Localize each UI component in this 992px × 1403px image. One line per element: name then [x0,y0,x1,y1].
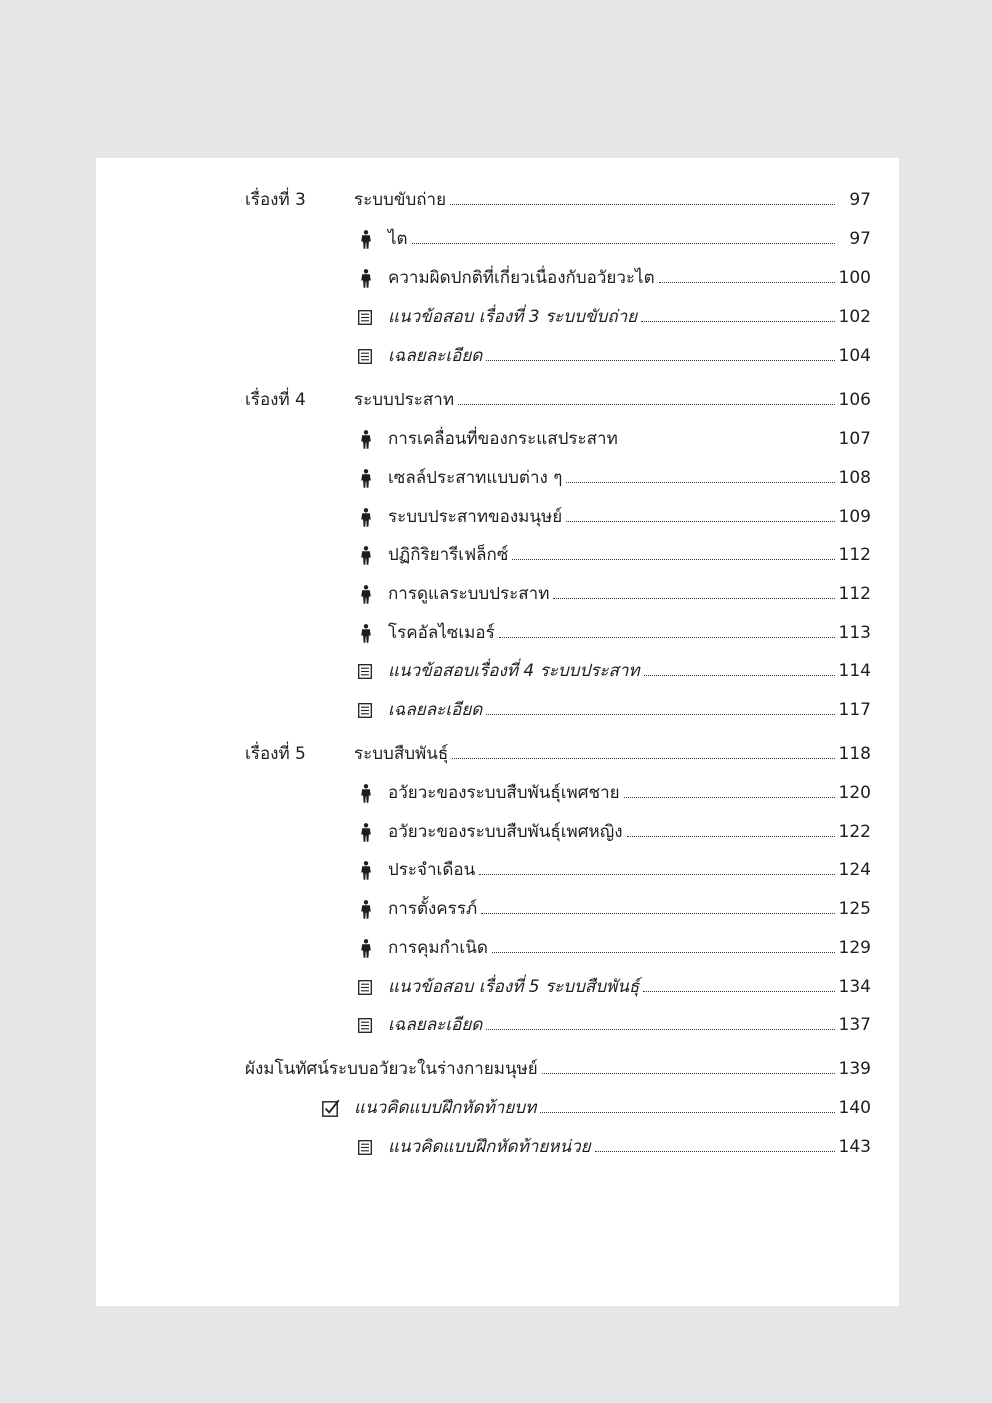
document-icon [358,703,372,718]
dot-leader [644,658,835,676]
chapter-row [96,186,899,214]
dot-leader [659,265,835,283]
person-icon [360,269,372,288]
toc-entry[interactable] [388,973,871,1001]
entry-title: ผังมโนทัศน์ระบบอวัยวะในร่างกายมนุษย์ [245,1059,538,1079]
dot-leader [481,896,835,914]
toc-entry[interactable] [388,657,871,685]
page-number: 114 [838,661,871,681]
toc-entry[interactable] [388,464,871,492]
toc-entry[interactable] [245,1055,871,1083]
entry-title: แนวข้อสอบเรื่องที่ 4 ระบบประสาท [388,661,640,681]
toc-entry[interactable] [388,264,871,292]
person-icon [360,784,372,803]
page-number: 113 [838,623,871,643]
page-number: 97 [849,229,871,249]
page-number: 120 [838,783,871,803]
page-number: 107 [838,429,871,449]
entry-title: การดูแลระบบประสาท [388,584,550,604]
toc-entry[interactable] [354,386,871,414]
person-icon [360,430,372,449]
document-icon [358,310,372,325]
toc-entry[interactable] [388,619,871,647]
entry-title: แนวคิดแบบฝึกหัดท้ายหน่วย [388,1137,591,1157]
dot-leader [566,465,835,483]
dot-leader [479,857,835,875]
page-number: 102 [838,307,871,327]
entry-title: ความผิดปกติที่เกี่ยวเนื่องกับอวัยวะไต [388,268,655,288]
page-number: 118 [838,744,871,764]
subitem-row [96,225,899,253]
entry-title: ระบบขับถ่าย [354,190,447,210]
subitem-row [96,264,899,292]
page-number: 129 [838,938,871,958]
person-icon [360,939,372,958]
dot-leader [452,741,835,759]
dot-leader [542,1056,835,1074]
dot-leader [622,427,835,444]
dot-leader [624,780,835,798]
page-number: 112 [838,545,871,565]
page-number: 134 [838,977,871,997]
document-icon [358,1140,372,1155]
subitem-row [96,342,899,370]
page-number: 100 [838,268,871,288]
subitem-row [96,973,899,1001]
document-icon [358,664,372,679]
subitem-row [96,696,899,724]
toc-entry[interactable] [388,696,871,724]
entry-title: อวัยวะของระบบสืบพันธุ์เพศหญิง [388,822,623,842]
subitem-row [96,818,899,846]
toc-entry[interactable] [388,934,871,962]
entry-title: โรคอัลไซเมอร์ [388,623,495,643]
chapter-row [96,740,899,768]
person-icon [360,508,372,527]
dot-leader [499,620,835,638]
subitem-row [96,1133,899,1161]
toc-entry[interactable] [388,580,871,608]
entry-title: การคุมกำเนิด [388,938,488,958]
dot-leader [486,1012,835,1030]
dot-leader [641,304,835,322]
subitem-row [96,464,899,492]
toc-entry[interactable] [388,779,871,807]
page-number: 139 [838,1059,871,1079]
dot-leader [450,187,835,205]
person-icon [360,469,372,488]
page-number: 140 [838,1098,871,1118]
entry-title: ปฏิกิริยารีเฟล็กซ์ [388,545,509,565]
book-page [96,158,899,1306]
page-number: 117 [838,700,871,720]
person-icon [360,585,372,604]
entry-title: อวัยวะของระบบสืบพันธุ์เพศชาย [388,783,620,803]
entry-title: แนวข้อสอบ เรื่องที่ 3 ระบบขับถ่าย [388,307,638,327]
toc-entry[interactable] [388,1133,871,1161]
dot-leader [486,343,835,361]
subitem-row [96,619,899,647]
chapter-label: เรื่องที่ 3 [245,190,306,210]
chapter-label: เรื่องที่ 5 [245,744,306,764]
table-of-contents [96,158,899,1306]
person-icon [360,900,372,919]
subitem-row [96,580,899,608]
dot-leader [492,935,835,953]
subitem-row [96,779,899,807]
page-number: 112 [838,584,871,604]
subitem-row [96,425,899,453]
dot-leader [553,581,835,599]
entry-title: ระบบประสาทของมนุษย์ [388,507,563,527]
checkbox-icon [322,1099,340,1117]
page-number: 106 [838,390,871,410]
page-number: 143 [838,1137,871,1157]
dot-leader [486,697,835,715]
toc-entry[interactable] [388,1011,871,1039]
subitem-row [96,895,899,923]
dot-leader [595,1134,835,1152]
page-number: 97 [849,190,871,210]
dot-leader [643,974,835,992]
page-number: 122 [838,822,871,842]
entry-title: แนวคิดแบบฝึกหัดท้ายบท [354,1098,537,1118]
summary-row [96,1055,899,1083]
subitem-row [96,541,899,569]
toc-entry[interactable] [388,425,871,453]
entry-title: เฉลยละเอียด [388,700,483,720]
dot-leader [627,819,835,837]
toc-entry[interactable] [388,225,871,253]
chapter-label: เรื่องที่ 4 [245,390,306,410]
dot-leader [412,226,835,244]
subitem-row [96,1011,899,1039]
dot-leader [566,504,835,522]
toc-entry[interactable] [388,303,871,331]
entry-title: ระบบสืบพันธุ์ [354,744,449,764]
entry-title: การตั้งครรภ์ [388,899,478,919]
dot-leader [512,542,835,560]
entry-title: เฉลยละเอียด [388,1015,483,1035]
page-number: 109 [838,507,871,527]
entry-title: แนวข้อสอบ เรื่องที่ 5 ระบบสืบพันธุ์ [388,977,640,997]
person-icon [360,546,372,565]
page-number: 104 [838,346,871,366]
toc-entry[interactable] [388,895,871,923]
person-icon [360,823,372,842]
toc-entry[interactable] [354,740,871,768]
toc-entry[interactable] [354,1094,871,1122]
person-icon [360,861,372,880]
person-icon [360,624,372,643]
page-number: 137 [838,1015,871,1035]
page-number: 125 [838,899,871,919]
toc-entry[interactable] [388,342,871,370]
subitem-row [96,934,899,962]
toc-entry[interactable] [388,856,871,884]
subitem-row [96,856,899,884]
dot-leader [458,387,835,405]
entry-title: เฉลยละเอียด [388,346,483,366]
entry-title: ระบบประสาท [354,390,455,410]
toc-entry[interactable] [388,818,871,846]
page-number: 108 [838,468,871,488]
subitem-row [96,657,899,685]
toc-entry[interactable] [354,186,871,214]
document-icon [358,980,372,995]
chapter-row [96,386,899,414]
person-icon [360,230,372,249]
entry-title: ประจำเดือน [388,860,476,880]
toc-entry[interactable] [388,503,871,531]
subitem-row [96,303,899,331]
dot-leader [540,1095,835,1113]
document-icon [358,1018,372,1033]
entry-title: ไต [388,229,408,249]
page-number: 124 [838,860,871,880]
exercise-row [96,1094,899,1122]
subitem-row [96,503,899,531]
entry-title: เซลล์ประสาทแบบต่าง ๆ [388,468,563,488]
entry-title: การเคลื่อนที่ของกระแสประสาท [388,429,618,449]
toc-entry[interactable] [388,541,871,569]
document-icon [358,349,372,364]
